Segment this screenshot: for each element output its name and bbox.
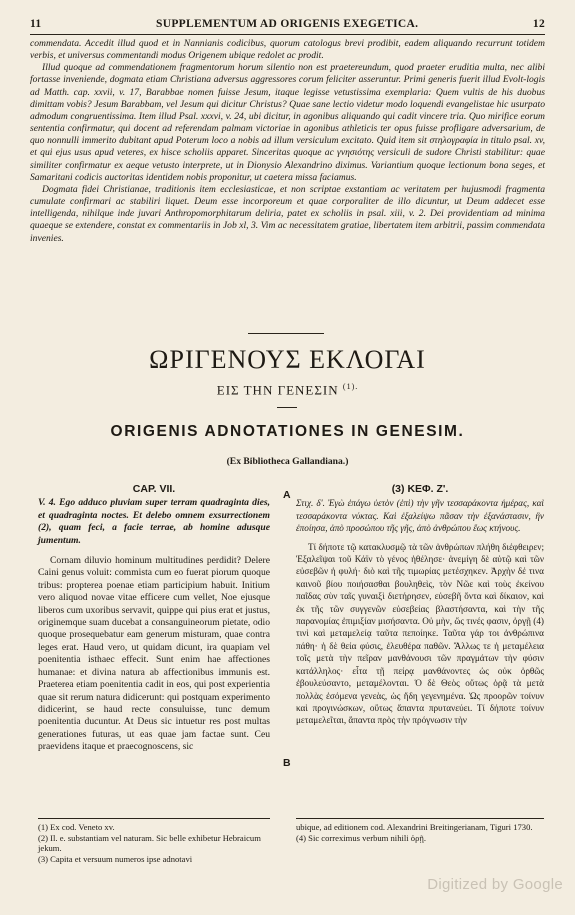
greek-subtitle	[0, 382, 575, 398]
footnote: ubique, ad editionem cod. Alexandrini Breitingerianam, Tiguri 1730.	[296, 822, 533, 832]
footnote: (3) Capita et versuum numeros ipse adnotavi	[38, 853, 193, 864]
running-header	[30, 18, 545, 30]
running-title: SUPPLEMENTUM AD ORIGENIS EXEGETICA.	[156, 18, 419, 30]
commentary-text: Cornam diluvio hominum multitudines perdidit? Delere Caini genus voluit: commista cum eo fuerat piorum quoque tribus: propterea poenae etiam participium habuit. Initium vero aliquod novae vitae efficere cum vellet, Noe ejusque liberos cum uxoribus servavit, quippe qui pius erat et justus, originemque suam ducebat a consanguineorum pietate, odio quoque prosequebatur eam generum misturam, quae contra leges erat. Haud vero, ut quidam dicunt, ira quapiam vel poenitentia isthaec effecit. Sunt enim hae affectiones humanae: et divina natura ab affectionibus immunis est. Praeterea etiam poenitentia cadit in eos, qui post experientia quae sit rerum natura didicerunt: qui postquam experimento didicerint, se haud recte consuluisse, tunc demum poenitentia ducuntur. At Deus sic intuetur res post multas generationes futuras, ut eas quae jam factae sunt. Ceu praevidens itaque et praecognoscens, sic	[38, 555, 270, 753]
footnote: (4) Sic correximus verbum nihili ὀρῇ.	[296, 832, 427, 843]
page-number-left: 11	[30, 18, 42, 30]
intro-paragraph: Illud quoque ad commendationem fragmentorum horum silentio non est praetereundum, quod praeter eruditia multa, nec alibi fortasse inveniende, dogmata etiam Christiana adversus aggressores corum feliciter asseruntur. Primi generis fuerit illud Evolt-logis ad Matth. cap. xxvii, v. 17, Barabbae nomen fuisse Jesum, itaque legisse vetustissima exemplaria: Quem vultis de his duobus dimittam vobis? Jesum Barabbam, vel Jesum qui dicitur Christus? Quae sane lectio videtur modo loquendi evangelistae hic usurpato admodum congruentissima. Item illud Psal. xxxvi, v. 24, ubi dicitur, in agonibus aliquando qui cadit vincere tria. Quo mirifice eorum sententia confirmatur, qui docent ad referendam palmam victoriae in agonibus athleticis ter opus fuisse profligare adversarium, de quo nonnulli immerito dubitant apud Poterum loco a nobis ad illum versiculum excitato. Quid item sit στηλογραφία in titulo psal. xv, et qui ejus usus apud veteres, ex hisce scholiis apparet. Sinceritas quoque ac γνησιότης versiculi de sudore Christi stabilitur: quae similiter confirmatur ex aeque vetusto interprete, ut in Dionysio Alexandrino diximus. Variantium quoque lectionum bona seges, et Samaritani codicis auctoritas identidem nobis proponitur, ut caetera missa faciamus.	[30, 62, 545, 183]
right-column	[296, 483, 544, 727]
latin-title: ORIGENIS ADNOTATIONES IN GENESIM.	[110, 423, 465, 440]
digitized-watermark: Digitized by Google	[427, 876, 563, 893]
chapter-heading: CAP. VII.	[132, 483, 176, 495]
footnote: (2) Il. e. substantiam vel naturam. Sic belle exhibetur Hebraicum jekum.	[38, 832, 261, 854]
intro-paragraph: commendata. Accedit illud quod et in Nannianis codicibus, quorum catologus brevi prodibit, eadem aliquando recurrunt totidem verbis, et universus commentandi modus Origenem ubique redolet ac prodit.	[30, 38, 545, 62]
title-divider	[277, 407, 297, 408]
column-marker-b: B	[283, 757, 291, 769]
footnotes-left	[38, 822, 270, 864]
footnote: (1) Ex cod. Veneto xv.	[38, 822, 115, 832]
greek-subtitle-text: ΕΙΣ ΤΗΝ ΓΕΝΕΣΙΝ	[216, 382, 339, 398]
header-rule	[30, 34, 545, 35]
left-column	[38, 483, 270, 754]
intro-paragraph: Dogmata fidei Christianae, traditionis item ecclesiasticae, et non scriptae exstantiam ac veritatem per hujusmodi fragmenta cumulate confirmari ac stabiliri liquet. Deum esse incorporeum et quae corporaliter de illo dicuntur, ut Deum addecet esse intelligenda, nihilque inde juvari Anthropomorphitarum deliria, patet ex scholiis in psal. xiii, v. 2. Dei providentiam ad minima quaeque se extendere, constat ex commentariis in Job xl, 3. Vim ac necessitatem gratiae, libertatem item arbitrii, passim commendata invenies.	[30, 183, 545, 244]
verse-text: V. 4. Ego adduco pluviam super terram quadraginta dies, et quadraginta noctes. Et delebo omnem exsurrectionem (2), quam feci, a facie terrae, ab homine adusque jumentum.	[38, 497, 270, 546]
source-note: (Ex Bibliotheca Gallandiana.)	[226, 456, 349, 467]
commentary-text-greek: Τί δήποτε τῷ κατακλυσμῷ τὰ τῶν ἀνθρώπων πλήθη διέφθειρεν; Ἐξαλεῖψαι τοῦ Κάϊν τὸ γένος ἠθέλησε· ἀνεμίγη δὲ αὐτῷ καὶ τῶν εὐσεβῶν ἡ φυλή· διὸ καὶ τῆς τιμωρίας μετέσχηκεν. Ἀρχὴν δέ τινα καινοῦ βίου ποιήσασθαι βουληθεὶς, τὸν Νῶε καὶ τοὺς ἐκείνου παῖδας σὺν ταῖς γυναιξὶ διετήρησεν, εὐσεβῆ ὄντα καὶ δίκαιον, καὶ ἐκ τῆς τῶν συγγενῶν εὐσεβείας βλαστήσαντα, καὶ τὴν τῆς παρανομίας ἐπιμιξίαν μισήσαντα. Οὐ μὴν, ὥς τινές φασιν, ὀργῇ (4) τινὶ καὶ μεταμελείᾳ ταῦτα πεποίηκε. Ταῦτα γάρ τοι ἀνθρώπινα πάθη· ἡ δὲ θεία φύσις, ἐλευθέρα παθῶν. Ἄλλως τε ἡ μεταμέλεια τοῖς μετὰ τὴν πεῖραν μανθάνουσι τῶν πραγμάτων τὴν φύσιν κατάλληλος· εἶτα τῇ πείρᾳ μανθάνοντες ὡς οὐκ ὀρθῶς ἐβουλεύσαντο, μεταμέλονται. Ὁ δὲ Θεὸς οὕτως ὁρᾷ τὰ μετὰ πολλὰς ἐσόμενα γενεὰς, ὡς ἤδη γεγενημένα. Ὡς προορῶν τοίνυν καὶ προγινώσκων, οὕτως ἅπαντα πρυτανεύει. Τί δήποτε τοίνυν μεταμελεῖται, ἅπαντα πρὸς τὴν πρόγνωσιν τὴν	[296, 541, 544, 726]
greek-title: ΩΡΙΓΕΝΟΥΣ ΕΚΛΟΓΑΙ	[149, 345, 426, 374]
column-marker-a: A	[283, 489, 291, 501]
section-divider	[248, 333, 324, 334]
verse-text-greek: Στιχ. δ'. Ἐγὼ ἐπάγω ὑετὸν (ἐπὶ) τὴν γῆν τεσσαράκοντα ἡμέρας, καὶ τεσσαράκοντα νύκτας. Καὶ ἐξαλείψω πᾶσαν τὴν ἐξανάστασιν, ἣν ἐποίησα, ἀπὸ προσώπου τῆς γῆς, ἀπὸ ἀνθρώπου ἕως κτήνους.	[296, 498, 544, 534]
page-number-right: 12	[532, 18, 545, 30]
footnote-rule	[38, 818, 270, 819]
footnote-rule	[296, 818, 544, 819]
footnotes-right	[296, 822, 544, 843]
chapter-heading-greek: (3) ΚΕΦ. Ζ'.	[391, 483, 449, 495]
intro-text	[30, 38, 545, 245]
greek-subtitle-note: (1).	[342, 382, 359, 391]
